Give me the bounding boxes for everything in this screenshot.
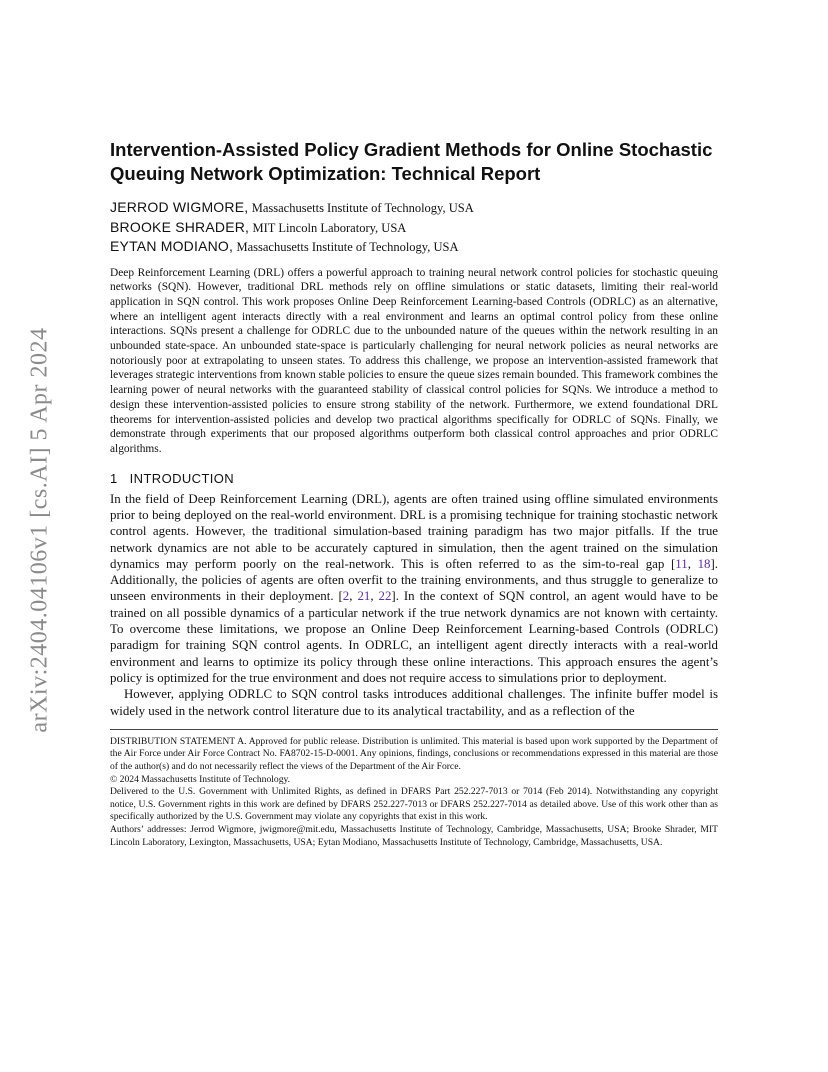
author-2 bbox=[110, 218, 718, 238]
arxiv-stamp-text: arXiv:2404.04106v1 [cs.AI] 5 Apr 2024 bbox=[26, 327, 53, 733]
footnote-rights: Delivered to the U.S. Government with Unlimited Rights, as defined in DFARS Part 252.227-7013 or 7014 (Feb 2014). Notwithstanding any copyright notice, U.S. Government rights in this work are defined by DFARS 252.227-7013 or DFARS 252.227-7014 as detailed above. Use of this work other than as specifically authorized by the U.S. Government may violate any copyrights that exist in this work. bbox=[110, 786, 718, 823]
footnotes bbox=[110, 736, 718, 849]
paper-page bbox=[110, 138, 718, 849]
author-affiliation: MIT Lincoln Laboratory, USA bbox=[252, 220, 407, 235]
author-name: BROOKE SHRADER, bbox=[110, 218, 250, 235]
footnote-distribution: DISTRIBUTION STATEMENT A. Approved for public release. Distribution is unlimited. This material is based upon work supported by the Department of the Air Force under Air Force Contract No. FA8702-15-D-0001. Any opinions, findings, conclusions or recommendations expressed in this material are those of the author(s) and do not necessarily reflect the views of the Department of the Air Force. bbox=[110, 735, 718, 772]
section-number: 1 bbox=[110, 470, 118, 486]
footnote-copyright: © 2024 Massachusetts Institute of Technology. bbox=[110, 773, 291, 785]
paper-title: Intervention-Assisted Policy Gradient Methods for Online Stochastic Queuing Network Optimization: Technical Report bbox=[110, 139, 713, 184]
citation-link[interactable]: 18 bbox=[697, 556, 711, 571]
abstract: Deep Reinforcement Learning (DRL) offers a powerful approach to training neural network control policies for stochastic queuing networks (SQN). However, traditional DRL methods rely on offline simulations or static datasets, limiting their real-world application in SQN control. This work proposes Online Deep Reinforcement Learning-based Controls (ODRLC) as an alternative, where an intelligent agent interacts directly with a real environment and learns an optimal control policy from these online interactions. SQNs present a challenge for ODRLC due to the unbounded nature of the queues within the network resulting in an unbounded state-space. An unbounded state-space is particularly challenging for neural network policies as neural networks are notoriously poor at extrapolating to unseen states. To address this challenge, we propose an intervention-assisted framework that leverages strategic interventions from known stable policies to ensure the queue sizes remain bounded. This framework combines the learning power of neural networks with the guaranteed stability of classical control policies for SQNs. We introduce a method to design these intervention-assisted policies to ensure strong stability of the network. Furthermore, we extend foundational DRL theorems for intervention-assisted policies and develop two practical algorithms specifically for ODRLC of SQNs. Finally, we demonstrate through experiments that our proposed algorithms outperform both classical control approaches and prior ODRLC algorithms. bbox=[110, 266, 718, 455]
citation-separator: , bbox=[349, 589, 358, 604]
author-name: JERROD WIGMORE, bbox=[110, 199, 249, 215]
citation-link[interactable]: 11 bbox=[675, 556, 688, 571]
citation-separator: , bbox=[687, 556, 698, 571]
author-1 bbox=[110, 198, 718, 218]
section-title: INTRODUCTION bbox=[129, 470, 235, 486]
footnote-addresses: Authors’ addresses: Jerrod Wigmore, jwigmore@mit.edu, Massachusetts Institute of Technology, Cambridge, Massachusetts, USA; Brooke Shrader, MIT Lincoln Laboratory, Lexington, Massachusetts, USA; Eytan Modiano, Massachusetts Institute of Technology, Cambridge, Massachusetts, USA. bbox=[110, 823, 718, 848]
author-list bbox=[110, 198, 718, 257]
citation-separator: , bbox=[370, 589, 379, 604]
author-3 bbox=[110, 237, 718, 257]
intro-paragraph-1 bbox=[110, 491, 718, 687]
intro-paragraph-2: However, applying ODRLC to SQN control tasks introduces additional challenges. The infinite buffer model is widely used in the network control literature due to its analytical tractability, and as a reflection of the bbox=[110, 687, 718, 718]
author-name: EYTAN MODIANO, bbox=[110, 238, 234, 254]
citation-link[interactable]: 2 bbox=[342, 589, 350, 604]
footnote-divider bbox=[110, 729, 718, 730]
para-text: ]. In the context of SQN control, an agent would have to be trained on all possible dynamics of a particular network if the true network dynamics are not known with certainty. To overcome these limitations, we propose an Online Deep Reinforcement Learning-based Controls (ODRLC) paradigm for training SQN control agents. In ODRLC, an intelligent agent directly interacts with a real-world environment and learns to optimize its policy through these online interactions. This approach ensures the agent’s policy is optimized for the true environment and does not require access to simulations prior to deployment. bbox=[110, 589, 718, 685]
section-heading bbox=[110, 471, 718, 486]
citation-link[interactable]: 22 bbox=[378, 589, 392, 604]
para-text: In the field of Deep Reinforcement Learning (DRL), agents are often trained using offline simulated environments prior to being deployed on the real-world environment. DRL is a promising technique for training stochastic network control agents. However, the traditional simulation-based training paradigm has two major pitfalls. If the true network dynamics are not able to be accurately captured in simulation, then the agent trained on the simulation dynamics may perform poorly on the real-network. This is often referred to as the sim-to-real gap [ bbox=[110, 491, 718, 571]
arxiv-stamp bbox=[20, 300, 60, 760]
para-text: ]. Additionally, the policies of agents are often overfit to the training environments, and thus struggle to generalize to unseen environments in their deployment. [ bbox=[110, 556, 718, 604]
author-affiliation: Massachusetts Institute of Technology, USA bbox=[251, 201, 474, 215]
citation-link[interactable]: 21 bbox=[357, 589, 371, 604]
author-affiliation: Massachusetts Institute of Technology, USA bbox=[236, 240, 459, 254]
